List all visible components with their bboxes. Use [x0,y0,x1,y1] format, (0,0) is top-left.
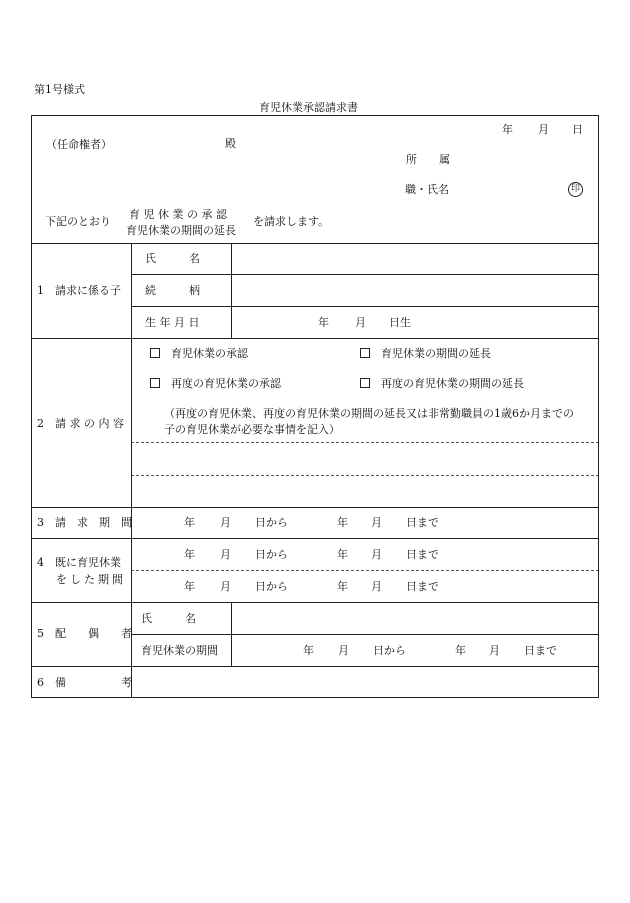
authority-label: （任命権者） [46,138,112,151]
option-approval: 育 児 休 業 の 承 認 [129,208,227,221]
spouse-name-label: 氏 名 [141,612,196,625]
birth-year: 年 [318,316,329,329]
section4-label-line2: をした期間 [56,573,126,586]
child-birth-label: 生 年 月 日 [145,316,200,329]
checkbox-reextension[interactable] [360,378,370,388]
seal-icon: 印 [568,182,583,197]
form-title: 育児休業承認請求書 [259,101,358,114]
date-month: 月 [538,123,549,136]
position-name-label: 職・氏名 [405,183,449,196]
request-suffix: を請求します。 [253,215,330,228]
date-day: 日 [572,123,583,136]
check-reextension-label: 再度の育児休業の期間の延長 [381,377,524,390]
birth-month: 月 [355,316,366,329]
remarks-field[interactable] [132,667,598,696]
check-reapproval-label: 再度の育児休業の承認 [171,377,281,390]
request-prefix: 下記のとおり [45,215,111,228]
check-extension-label: 育児休業の期間の延長 [381,347,491,360]
section3-label: 3 請 求 期 間 [37,516,132,529]
checkbox-extension[interactable] [360,348,370,358]
section4-label-line1: 4 既に育児休業 [37,556,121,569]
section5-label: 5 配 偶 者 [37,627,132,640]
reason-note-line1: （再度の育児休業、再度の育児休業の期間の延長又は非常勤職員の1歳6か月までの [164,407,574,420]
section6-label: 6 備 考 [37,676,132,689]
child-name-label: 氏 名 [145,252,200,265]
reason-note-line2: 子の育児休業が必要な事情を記入） [164,423,340,436]
section2-label: 2 請 求 の 内 容 [37,417,124,430]
form-number: 第1号様式 [34,83,85,96]
honorific-label: 殿 [225,137,236,150]
reason-line-2[interactable] [132,476,598,506]
date-year: 年 [502,123,513,136]
option-extension: 育児休業の期間の延長 [126,224,236,237]
affiliation-label: 所 属 [406,153,450,166]
birth-day: 日生 [389,316,411,329]
check-approval-label: 育児休業の承認 [171,347,248,360]
checkbox-reapproval[interactable] [150,378,160,388]
section1-label: 1 請求に係る子 [37,284,121,297]
child-relation-label: 続 柄 [145,284,200,297]
spouse-period-label: 育児休業の期間 [141,644,218,657]
checkbox-approval[interactable] [150,348,160,358]
reason-line-1[interactable] [132,443,598,474]
